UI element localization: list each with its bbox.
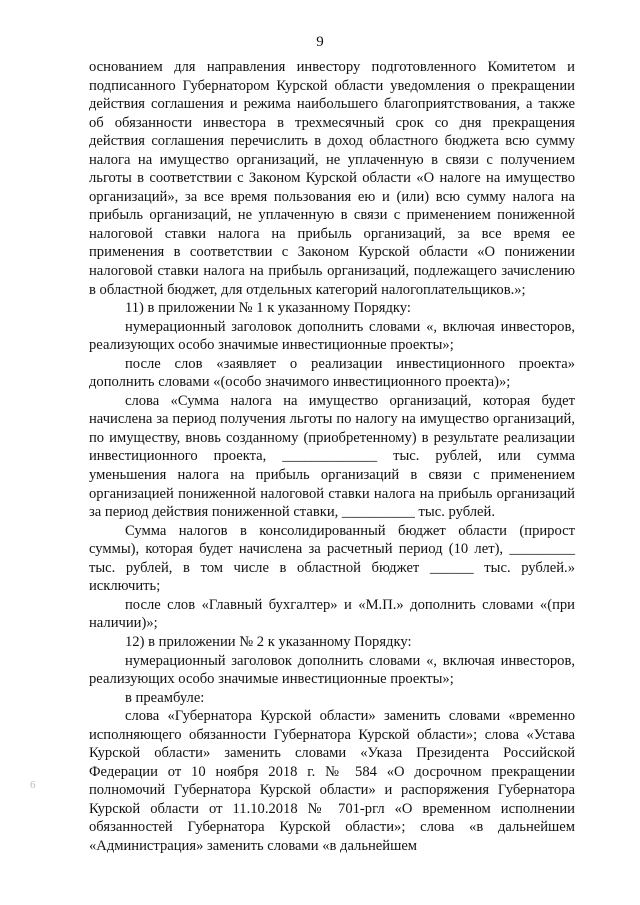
paragraph: слова «Сумма налога на имущество организаций, которая будет начислена за период получения льготы по налогу на имущество организаций, по имуществу, вновь созданному (приобретенному) в результате реализации инвестиционного проекта, _____________ тыс. рублей, или сумма уменьшения налога на прибыль организаций в связи с применением организацией пониженной налоговой ставки налога на прибыль организаций за период действия пониженной ставки, __________ тыс. рублей. bbox=[89, 392, 575, 521]
paragraph: 11) в приложении № 1 к указанному Порядку: bbox=[125, 300, 411, 317]
paragraph: в преамбуле: bbox=[125, 689, 205, 706]
paragraph: после слов «заявляет о реализации инвестиционного проекта» дополнить словами «(особо значимого инвестиционного проекта)»; bbox=[89, 355, 575, 391]
paragraph: нумерационный заголовок дополнить словами «, включая инвесторов, реализующих особо значимые инвестиционные проекты»; bbox=[89, 318, 575, 354]
paragraph: слова «Губернатора Курской области» заменить словами «временно исполняющего обязанности Губернатора Курской области»; слова «Устава Курской области» заменить словами «Указа Президента Российской Федерации от 10 ноября 2018 г. № 584 «О досрочном прекращении полномочий Губернатора Курской области» и распоряжения Губернатора Курской области от 11.10.2018 № 701-ргл «О временном исполнении обязанностей Губернатора Курской области»; слова «в дальнейшем «Администрация» заменить словами «в дальнейшем bbox=[89, 708, 575, 854]
paragraph: основанием для направления инвестору подготовленного Комитетом и подписанного Губернатором Курской области уведомления о прекращении действия соглашения и режима наибольшего благоприятствования, а также об обязанности инвестора в трехмесячный срок со дня прекращения действия соглашения перечислить в доход областного бюджета всю сумму налога на имущество организаций, не уплаченную в связи с получением льготы в соответствии с Законом Курской области «О налоге на имущество организаций», за все время пользования ею и (или) всю сумму налога на прибыль организаций, не уплаченную в связи с применением пониженной налоговой ставки налога на прибыль организаций, за все время ее применения в соответствии с Законом Курской области «О понижении налоговой ставки налога на прибыль организаций, подлежащего зачислению в областной бюджет, для отдельных категорий налогоплательщиков.»; bbox=[89, 59, 575, 298]
paragraph: нумерационный заголовок дополнить словами «, включая инвесторов, реализующих особо значимые инвестиционные проекты»; bbox=[89, 652, 575, 688]
paragraph: Сумма налогов в консолидированный бюджет области (прирост суммы), которая будет начислена за расчетный период (10 лет), _________ тыс. рублей, в том числе в областной бюджет ______ тыс. рублей.» исключить; bbox=[89, 522, 575, 595]
document-body bbox=[89, 58, 575, 856]
paragraph: после слов «Главный бухгалтер» и «М.П.» дополнить словами «(при наличии)»; bbox=[89, 596, 575, 632]
paragraph: 12) в приложении № 2 к указанному Порядку: bbox=[125, 633, 412, 650]
margin-mark: 6 bbox=[30, 779, 36, 791]
page-number: 9 bbox=[316, 34, 324, 50]
